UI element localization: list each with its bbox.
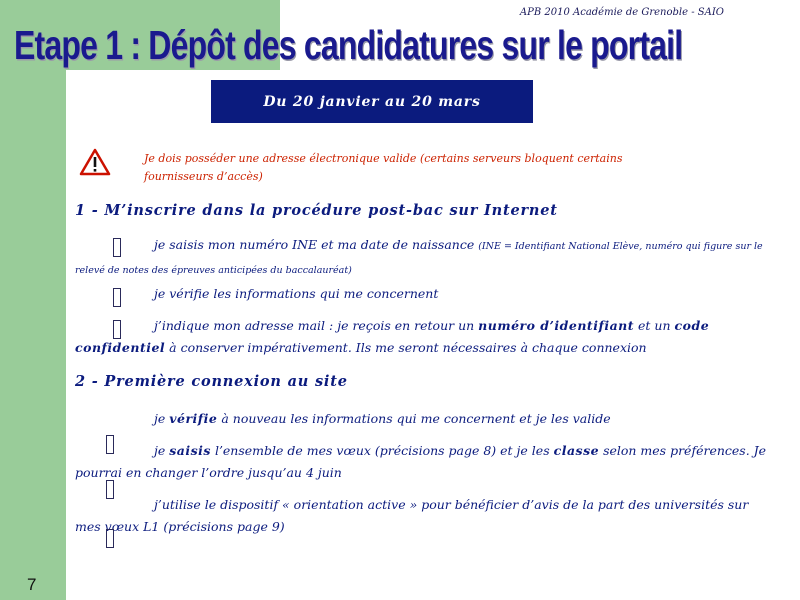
left-green-band <box>0 0 66 600</box>
code-emphasis: code confidentiel <box>75 318 710 355</box>
item-text: et un <box>634 318 675 333</box>
ine-note: (INE = Identifiant National Elève, numéro qui figure sur le relevé de notes des épreuves anticipées du baccalauréat) <box>75 241 763 276</box>
section-1-item-3 <box>75 315 770 359</box>
section-1-item-2 <box>75 283 770 305</box>
verify-emphasis: vérifie <box>169 411 218 426</box>
slide-title: Etape 1 : Dépôt des candidatures sur le portail <box>14 22 683 69</box>
warning-text: Je dois posséder une adresse électronique valide (certains serveurs bloquent certains fournisseurs d’accès) <box>144 152 623 183</box>
section-2-item-3 <box>75 494 770 538</box>
rank-emphasis: classe <box>553 443 600 458</box>
section-2-item-2 <box>75 440 770 484</box>
checkbox-icon <box>106 529 114 548</box>
item-text: je saisis mon numéro INE et ma date de naissance <box>154 237 479 252</box>
header-note: APB 2010 Académie de Grenoble - SAIO <box>519 7 724 18</box>
section-2-item-1 <box>75 408 770 430</box>
section-2-heading: 2 - Première connexion au site <box>75 373 348 390</box>
enter-emphasis: saisis <box>169 443 211 458</box>
item-text: l’ensemble de mes vœux (précisions page 8) et je les <box>210 443 554 458</box>
item-text: je <box>154 411 170 426</box>
warning-triangle-icon <box>79 148 111 176</box>
date-text: Du 20 janvier au 20 mars <box>263 93 481 110</box>
item-text: à nouveau les informations qui me concernent et je les valide <box>217 411 611 426</box>
item-text: je vérifie les informations qui me concernent <box>154 286 439 301</box>
item-text: à conserver impérativement. Ils me seront nécessaires à chaque connexion <box>165 340 647 355</box>
item-text: je <box>154 443 170 458</box>
date-banner <box>211 80 533 123</box>
page-number: 7 <box>27 575 37 594</box>
identifier-emphasis: numéro d’identifiant <box>478 318 635 333</box>
item-text: j’utilise le dispositif « orientation active » pour bénéficier d’avis de la part des universités sur mes vœux L1 (précisions page 9) <box>75 497 749 534</box>
item-text: selon mes préférences. Je pourrai en changer l’ordre jusqu’au 4 juin <box>75 443 767 480</box>
item-text: j’indique mon adresse mail : je reçois en retour un <box>154 318 479 333</box>
section-1-heading: 1 - M’inscrire dans la procédure post-bac sur Internet <box>75 202 558 219</box>
section-1-item-1 <box>75 234 770 282</box>
